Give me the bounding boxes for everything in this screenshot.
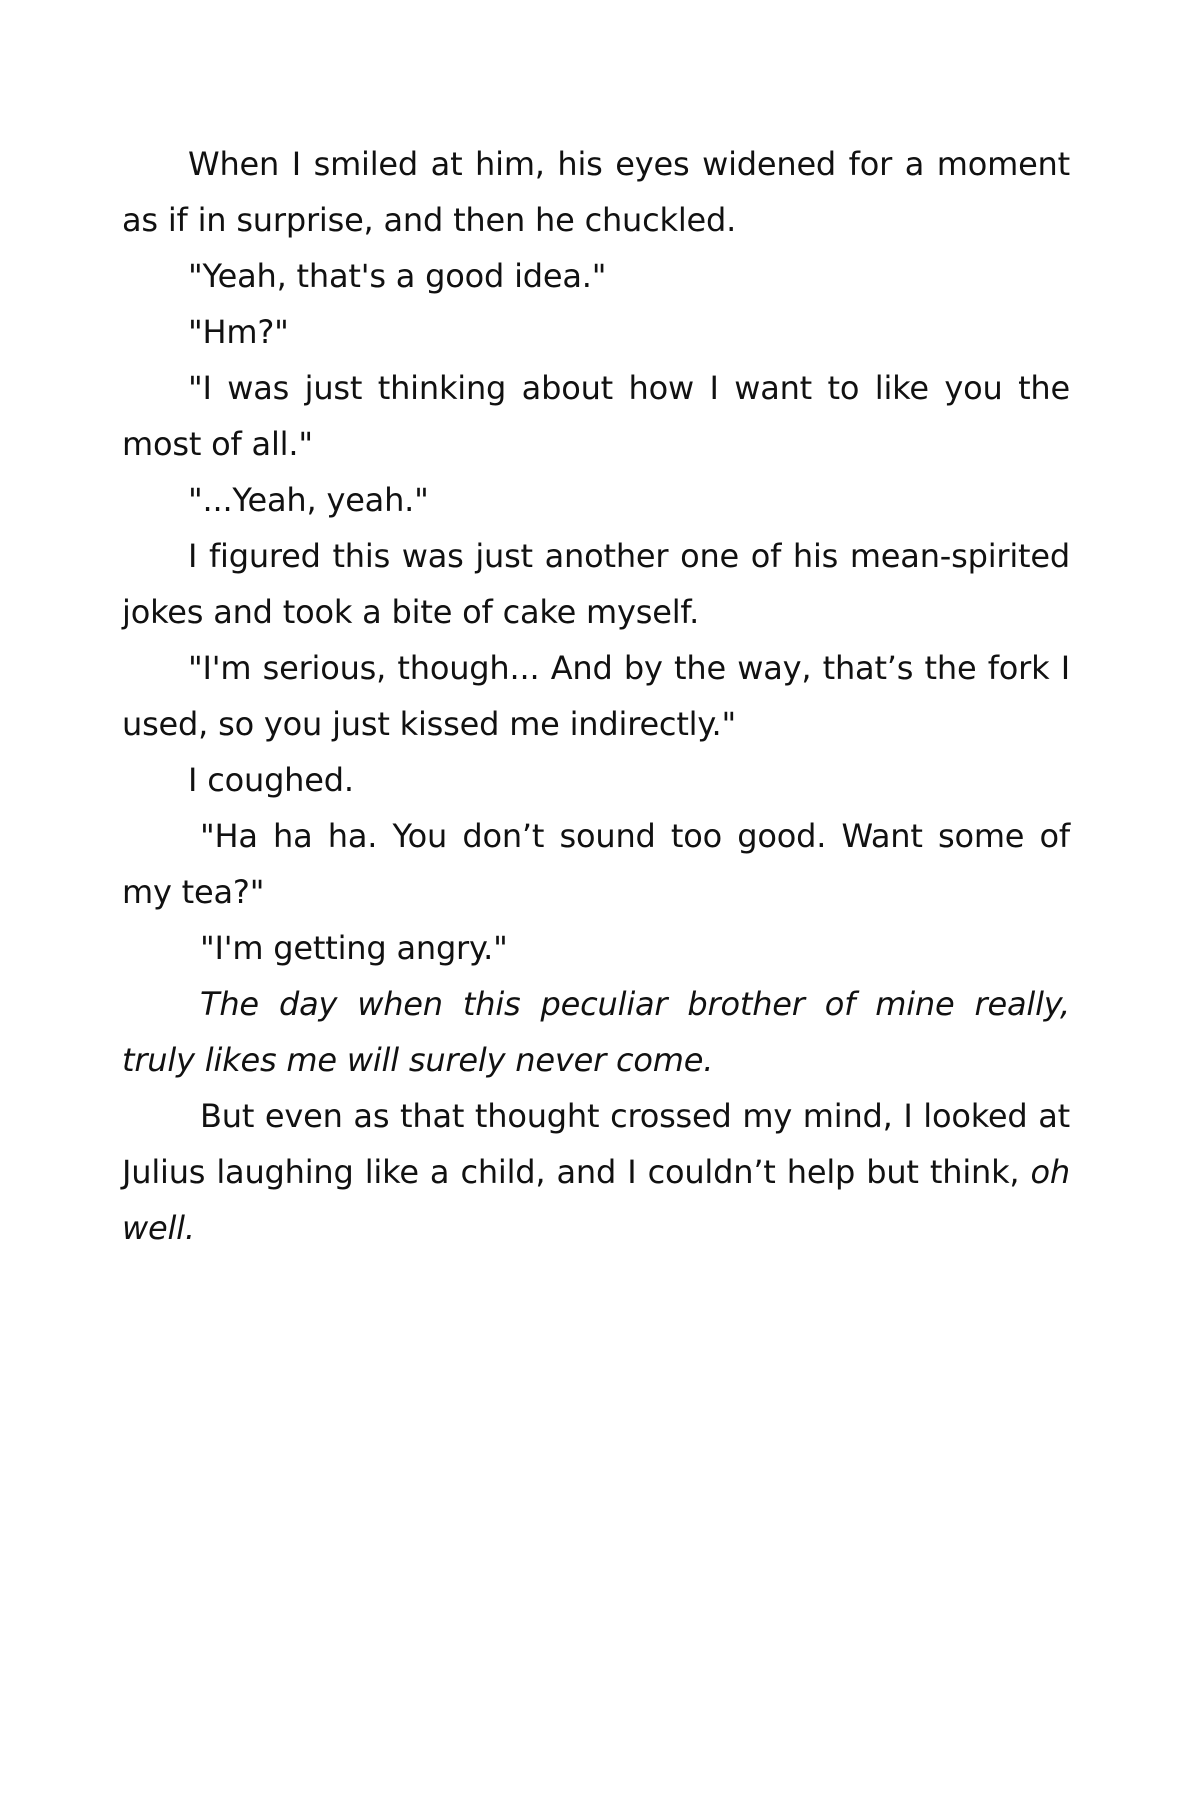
closing-italic-phrase: oh well. bbox=[122, 1153, 1070, 1247]
dialogue-paragraph: "Ha ha ha. You don’t sound too good. Want some of my tea?" bbox=[122, 817, 1070, 911]
dialogue-paragraph: "...Yeah, yeah." bbox=[188, 481, 429, 519]
italic-thought-paragraph: The day when this peculiar brother of mine really, truly likes me will surely never come. bbox=[122, 985, 1070, 1079]
closing-paragraph bbox=[122, 1088, 1070, 1256]
closing-paragraph-text: But even as that thought crossed my mind, I looked at Julius laughing like a child, and I couldn’t help but think, bbox=[122, 1097, 1070, 1191]
dialogue-paragraph: "I'm serious, though... And by the way, that’s the fork I used, so you just kissed me indirectly." bbox=[122, 649, 1070, 743]
paragraph: I figured this was just another one of his mean-spirited jokes and took a bite of cake myself. bbox=[122, 537, 1070, 631]
paragraph: When I smiled at him, his eyes widened for a moment as if in surprise, and then he chuckled. bbox=[122, 145, 1070, 239]
dialogue-paragraph: "I'm getting angry." bbox=[200, 929, 508, 967]
dialogue-paragraph: "Hm?" bbox=[188, 313, 289, 351]
dialogue-paragraph: "I was just thinking about how I want to like you the most of all." bbox=[122, 369, 1070, 463]
body-text bbox=[122, 136, 1070, 1256]
dialogue-paragraph: "Yeah, that's a good idea." bbox=[188, 257, 607, 295]
paragraph: I coughed. bbox=[188, 761, 354, 799]
